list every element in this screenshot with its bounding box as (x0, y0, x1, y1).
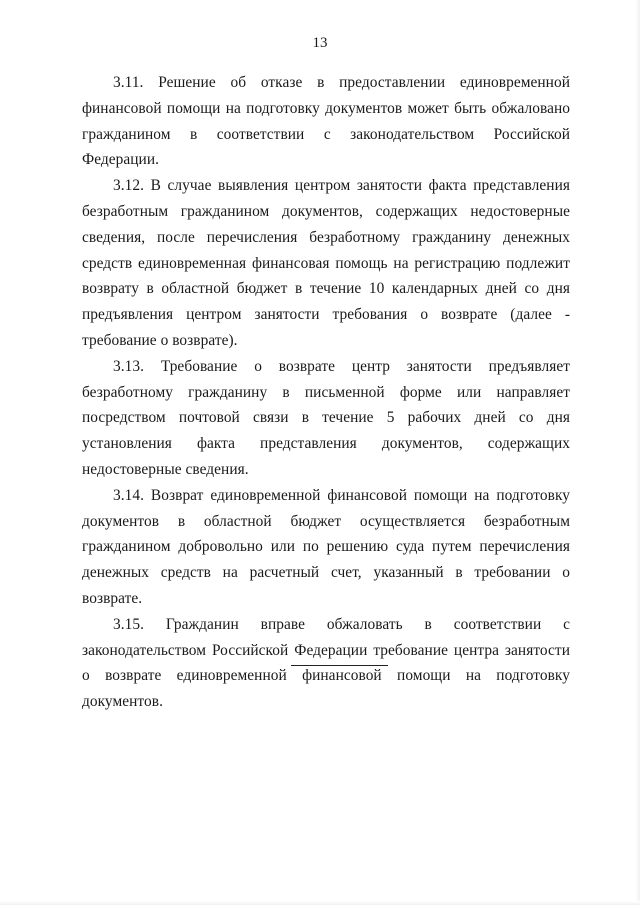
scan-bottom-shadow (0, 901, 640, 905)
paragraph-3-12: 3.12. В случае выявления центром занятости факта представления безработным гражданином документов, содержащих недостоверные сведения, после перечисления безработному гражданину денежных средств единовременная финансовая помощь на регистрацию подлежит возврату в областной бюджет в течение 10 календарных дней со дня предъявления центром занятости требования о возврате (далее - требование о возврате). (82, 177, 570, 349)
document-body (82, 70, 570, 715)
scan-edge-shadow (635, 0, 640, 905)
closing-divider-line (291, 665, 388, 666)
paragraph-3-14: 3.14. Возврат единовременной финансовой помощи на подготовку документов в областной бюджет осуществляется безработным гражданином добровольно или по решению суда путем перечисления денежных средств на расчетный счет, указанный в требовании о возврате. (82, 486, 570, 607)
paragraph-3-15: 3.15. Гражданин вправе обжаловать в соответствии с законодательством Российской Федерации требование центра занятости о возврате единовременной финансовой помощи на подготовку документов. (82, 615, 570, 711)
paragraph-3-13: 3.13. Требование о возврате центр занятости предъявляет безработному гражданину в письменной форме или направляет посредством почтовой связи в течение 5 рабочих дней со дня установления факта представления документов, содержащих недостоверные сведения. (82, 357, 570, 478)
paragraph-3-11: 3.11. Решение об отказе в предоставлении единовременной финансовой помощи на подготовку документов может быть обжаловано гражданином в соответствии с законодательством Российской Федерации. (82, 74, 570, 169)
page-number: 13 (312, 35, 328, 51)
